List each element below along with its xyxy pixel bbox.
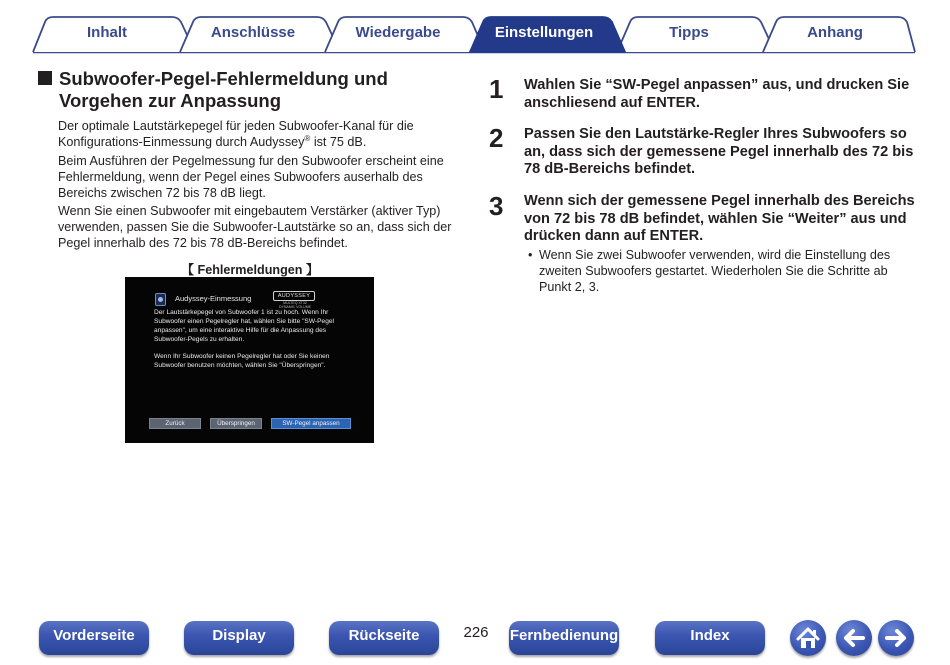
error-message-screenshot <box>125 277 374 443</box>
home-icon <box>790 620 826 656</box>
error-paragraph: Beim Ausführen der Pegelmessung fur den Subwoofer erscheint eine Fehlermeldung, wenn der Pegel eines Subwoofers auserhalb des Bereichs zwischen 72 bis 78 dB liegt. <box>58 154 444 200</box>
section-title <box>38 68 438 112</box>
intro-paragraph <box>58 118 468 150</box>
tab-tipps[interactable]: Tipps <box>669 24 709 41</box>
intro-text-end: ist 75 dB. <box>310 135 367 149</box>
screen-message-1: Der Lautstärkepegel von Subwoofer 1 ist zu hoch. Wenn Ihr Subwoofer einen Pegelregler hat, wählen Sie bitte "SW-Pegel anpassen", um eine interaktive Hilfe für die Anpassung des Subwoofer-Pegels zu erhalten. <box>154 309 334 343</box>
front-panel-button[interactable]: Vorderseite <box>39 621 149 655</box>
note-text: Wenn Sie zwei Subwoofer verwenden, wird die Einstellung des zweiten Subwoofers gestartet. Wiederholen Sie die Schritte ab Punkt 2, 3. <box>539 248 891 294</box>
audyssey-setup-icon <box>155 293 166 306</box>
index-button[interactable]: Index <box>655 621 765 655</box>
bullet-icon: • <box>528 248 533 262</box>
screen-skip-button: Überspringen <box>210 418 262 429</box>
registered-mark: ® <box>304 133 311 143</box>
active-subwoofer-paragraph: Wenn Sie einen Subwoofer mit eingebautem Verstärker (aktiver Typ) verwenden, passen Sie die Subwoofer-Lautstärke so an, dass sich der Pegel innerhalb des 72 bis 78 dB-Bereichs befindet. <box>58 204 452 250</box>
arrow-left-icon <box>836 620 872 656</box>
home-button[interactable] <box>790 620 826 656</box>
tab-wiedergabe[interactable]: Wiedergabe <box>355 24 441 41</box>
note-item <box>528 247 906 295</box>
step-text: Passen Sie den Lautstärke-Regler Ihres Subwoofers so an, dass sich der gemessene Pegel innerhalb des 72 bis 78 dB-Bereichs befindet. <box>524 126 914 177</box>
intro-text: Der optimale Lautstärkepegel für jeden Subwoofer-Kanal für die Konfigurations-Einmessung durch Audyssey <box>58 119 414 149</box>
screen-title: Audyssey-Einmessung <box>175 294 252 303</box>
section-title-line1: Subwoofer-Pegel-Fehlermeldung und <box>59 68 388 89</box>
step-number: 2 <box>489 123 504 153</box>
tab-anschluesse[interactable]: Anschlüsse <box>210 24 296 41</box>
step-number: 3 <box>489 191 504 221</box>
remote-control-button[interactable]: Fernbedienung <box>509 621 619 655</box>
step-text: Wahlen Sie “SW-Pegel anpassen” aus, und drucken Sie anschliesend auf ENTER. <box>524 77 910 111</box>
screen-back-button: Zurück <box>149 418 201 429</box>
step-text: Wenn sich der gemessene Pegel innerhalb des Bereichs von 72 bis 78 dB befindet, wählen Sie “Weiter” aus und drücken dann auf ENTER. <box>524 193 915 244</box>
audyssey-logo-sub: MULTEQ XT32 DYNAMIC VOLUME <box>279 301 311 309</box>
tab-einstellungen[interactable]: Einstellungen <box>494 24 594 41</box>
arrow-right-icon <box>878 620 914 656</box>
next-page-button[interactable] <box>878 620 914 656</box>
screen-adjust-button: SW-Pegel anpassen <box>271 418 351 429</box>
audyssey-logo: AUDYSSEY <box>273 291 315 301</box>
rear-panel-button[interactable]: Rückseite <box>329 621 439 655</box>
page-number: 226 <box>463 624 489 641</box>
step-number: 1 <box>489 74 504 104</box>
screen-message-2: Wenn Ihr Subwoofer keinen Pegelregler hat oder Sie keinen Subwoofer benutzen möchten, wählen Sie "Überspringen". <box>154 353 330 369</box>
previous-page-button[interactable] <box>836 620 872 656</box>
square-bullet-icon <box>38 71 52 85</box>
section-title-line2: Vorgehen zur Anpassung <box>59 90 282 111</box>
tab-inhalt[interactable]: Inhalt <box>87 24 127 41</box>
figure-caption: 【 Fehlermeldungen 】 <box>181 263 319 277</box>
display-button[interactable]: Display <box>184 621 294 655</box>
tab-anhang[interactable]: Anhang <box>807 24 863 41</box>
tab-bar <box>0 0 950 56</box>
